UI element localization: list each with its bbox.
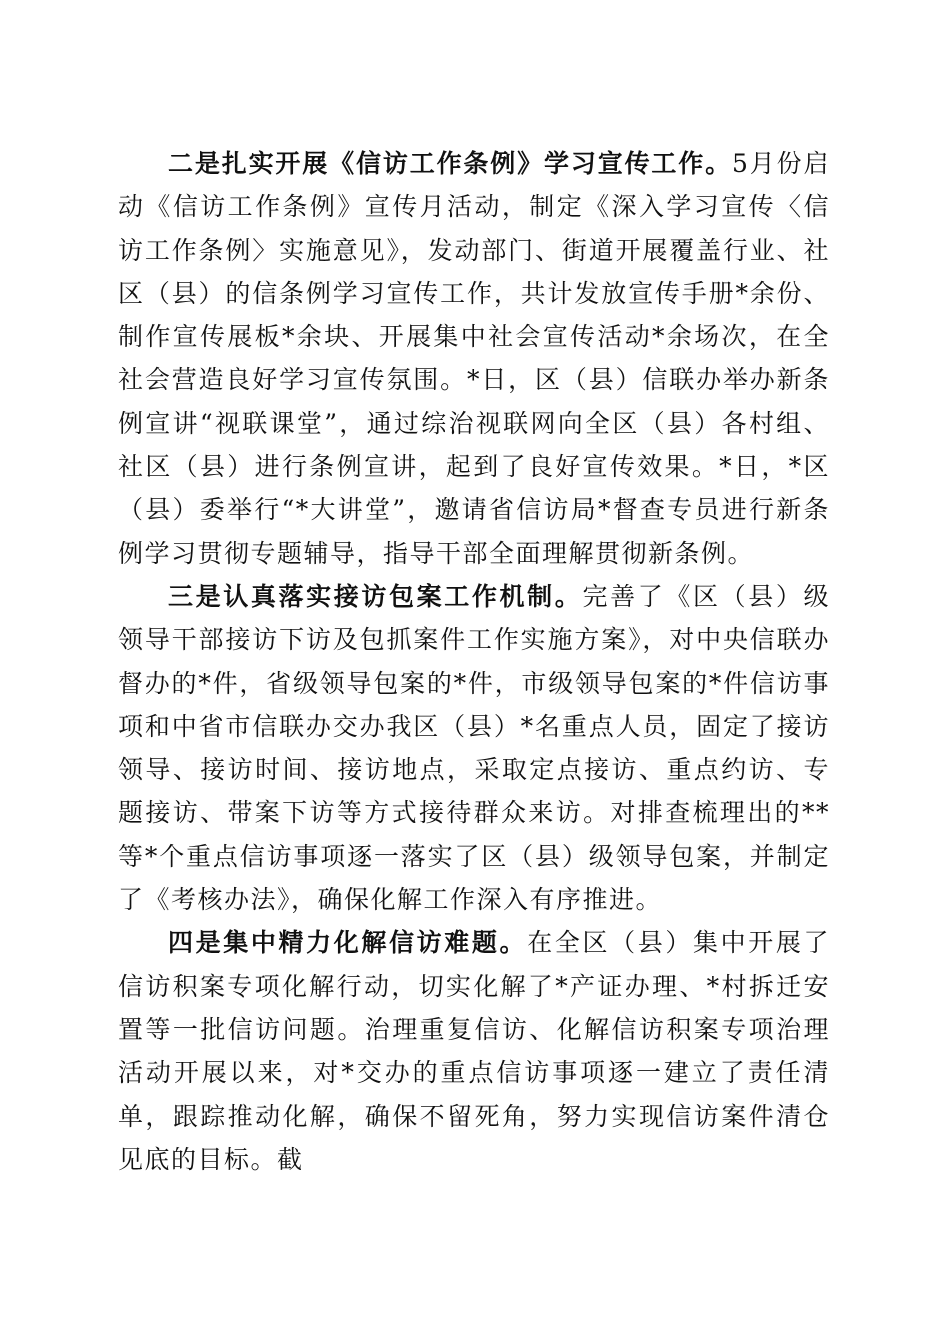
paragraph-lead: 三是认真落实接访包案工作机制。 bbox=[168, 581, 583, 611]
document-body bbox=[118, 142, 830, 1181]
paragraph-text: 完善了《区（县）级领导干部接访下访及包抓案件工作实施方案》，对中央信联办督办的*件，省级领导包案的*件，市级领导包案的*件信访事项和中省市信联办交办我区（县）*名重点人员，固定了接访领导、接访时间、接访地点，采取定点接访、重点约访、专题接访、带案下访等方式接待群众来访。对排查梳理出的**等*个重点信访事项逐一落实了区（县）级领导包案，并制定了《考核办法》，确保化解工作深入有序推进。 bbox=[118, 581, 830, 915]
paragraph-publicity bbox=[118, 142, 830, 575]
paragraph-case-handling bbox=[118, 575, 830, 921]
paragraph-resolution bbox=[118, 921, 830, 1181]
paragraph-text: 5月份启动《信访工作条例》宣传月活动，制定《深入学习宣传〈信访工作条例〉实施意见》，发动部门、街道开展覆盖行业、社区（县）的信条例学习宣传工作，共计发放宣传手册*余份、制作宣传展板*余块、开展集中社会宣传活动*余场次，在全社会营造良好学习宣传氛围。*日，区（县）信联办举办新条例宣讲“视联课堂”，通过综治视联网向全区（县）各村组、社区（县）进行条例宣讲，起到了良好宣传效果。*日，*区（县）委举行“*大讲堂”，邀请省信访局*督查专员进行新条例学习贯彻专题辅导，指导干部全面理解贯彻新条例。 bbox=[118, 149, 830, 568]
paragraph-lead: 四是集中精力化解信访难题。 bbox=[168, 928, 528, 958]
paragraph-lead: 二是扎实开展《信访工作条例》学习宣传工作。 bbox=[168, 149, 733, 178]
paragraph-text: 在全区（县）集中开展了信访积案专项化解行动，切实化解了*产证办理、*村拆迁安置等一批信访问题。治理重复信访、化解信访积案专项治理活动开展以来，对*交办的重点信访事项逐一建立了责任清单，跟踪推动化解，确保不留死角，努力实现信访案件清仓见底的目标。截 bbox=[118, 928, 830, 1174]
